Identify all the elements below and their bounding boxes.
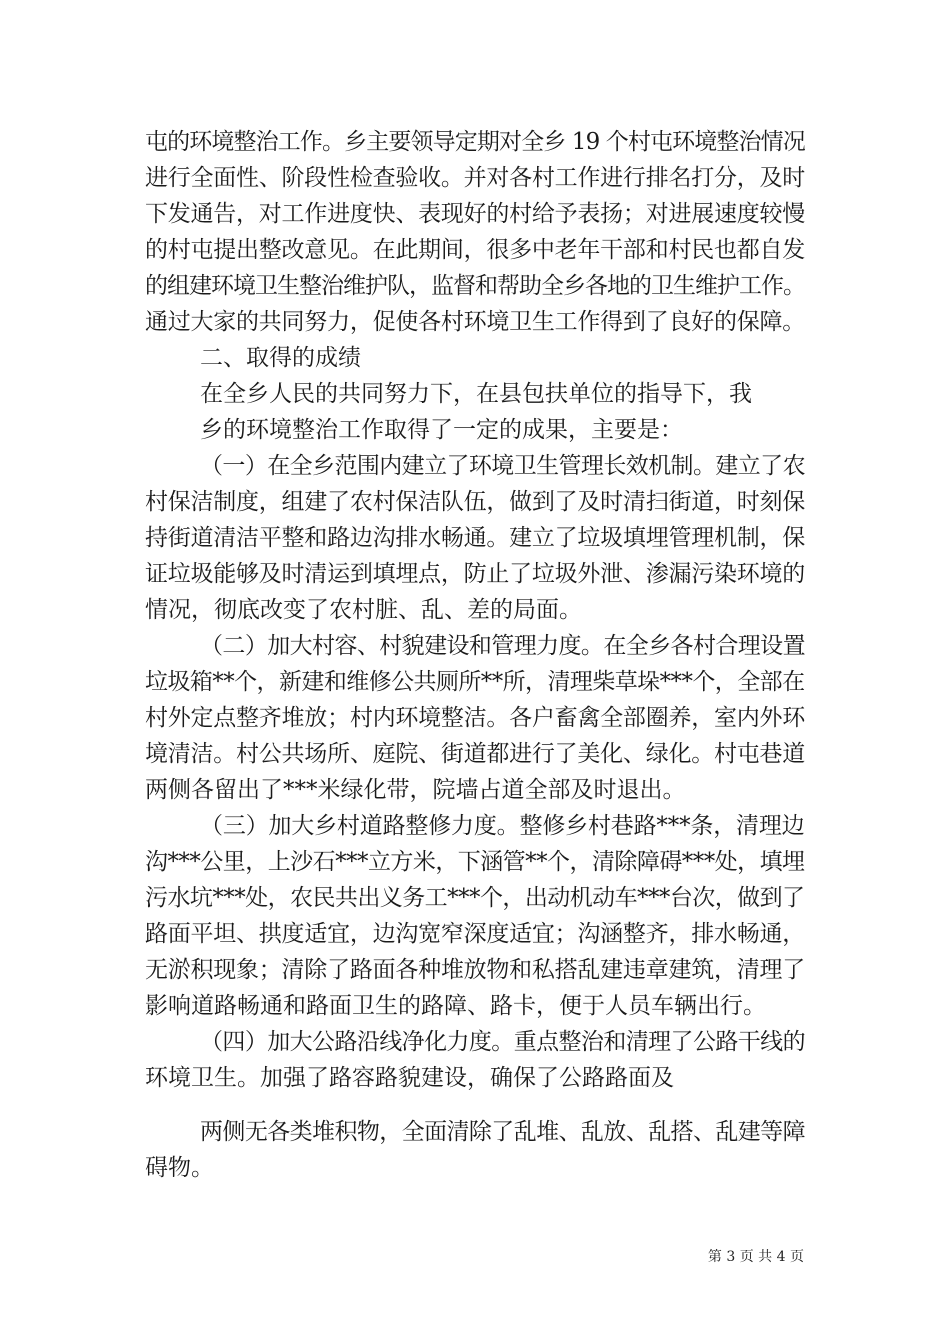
text-line: 持街道清洁平整和路边沟排水畅通。建立了垃圾填埋管理机制，保	[145, 525, 805, 551]
text-line: 垃圾箱**个，新建和维修公共厕所**所，清理柴草垛***个，全部在	[145, 669, 805, 695]
section-heading: 二、取得的成绩	[200, 345, 361, 371]
text-line: 通过大家的共同努力，促使各村环境卫生工作得到了良好的保障。	[145, 309, 805, 335]
text-line: （四）加大公路沿线净化力度。重点整治和清理了公路干线的	[200, 1029, 806, 1055]
text-line: 影响道路畅通和路面卫生的路障、路卡，便于人员车辆出行。	[145, 993, 766, 1019]
page-number: 第 3 页 共 4 页	[707, 1249, 804, 1265]
text-line: 下发通告，对工作进度快、表现好的村给予表扬；对进展速度较慢	[145, 201, 805, 227]
text-line: 屯的环境整治工作。乡主要领导定期对全乡 19 个村屯环境整治情况	[145, 129, 805, 155]
text-line: 两侧无各类堆积物，全面清除了乱堆、乱放、乱搭、乱建等障	[200, 1119, 806, 1145]
text-line: 环境卫生。加强了路容路貌建设，确保了公路路面及	[145, 1065, 674, 1091]
text-line: （三）加大乡村道路整修力度。整修乡村巷路***条，清理边	[200, 813, 805, 839]
text-line: 污水坑***处，农民共出义务工***个，出动机动车***台次，做到了	[145, 885, 805, 911]
text-line: 村保洁制度，组建了农村保洁队伍，做到了及时清扫街道，时刻保	[145, 489, 805, 515]
text-line: 乡的环境整治工作取得了一定的成果，主要是：	[200, 417, 683, 443]
text-line: 境清洁。村公共场所、庭院、街道都进行了美化、绿化。村屯巷道	[145, 741, 805, 767]
text-line: 路面平坦、拱度适宜，边沟宽窄深度适宜；沟涵整齐，排水畅通，	[145, 921, 805, 947]
text-line: 两侧各留出了***米绿化带，院墙占道全部及时退出。	[145, 777, 686, 803]
text-line: （一）在全乡范围内建立了环境卫生管理长效机制。建立了农	[200, 453, 806, 479]
text-line: 的村屯提出整改意见。在此期间，很多中老年干部和村民也都自发	[145, 237, 805, 263]
text-line: 碍物。	[145, 1155, 214, 1181]
text-line: 进行全面性、阶段性检查验收。并对各村工作进行排名打分，及时	[145, 165, 805, 191]
text-line: 沟***公里，上沙石***立方米，下涵管**个，清除障碍***处，填埋	[145, 849, 805, 875]
text-line: 情况，彻底改变了农村脏、乱、差的局面。	[145, 597, 582, 623]
text-line: 证垃圾能够及时清运到填埋点，防止了垃圾外泄、渗漏污染环境的	[145, 561, 805, 587]
text-line: 在全乡人民的共同努力下，在县包扶单位的指导下，我	[200, 381, 752, 407]
text-line: （二）加大村容、村貌建设和管理力度。在全乡各村合理设置	[200, 633, 806, 659]
text-line: 村外定点整齐堆放；村内环境整洁。各户畜禽全部圈养，室内外环	[145, 705, 805, 731]
text-line: 的组建环境卫生整治维护队，监督和帮助全乡各地的卫生维护工作。	[145, 273, 805, 299]
text-line: 无淤积现象；清除了路面各种堆放物和私搭乱建违章建筑，清理了	[145, 957, 805, 983]
